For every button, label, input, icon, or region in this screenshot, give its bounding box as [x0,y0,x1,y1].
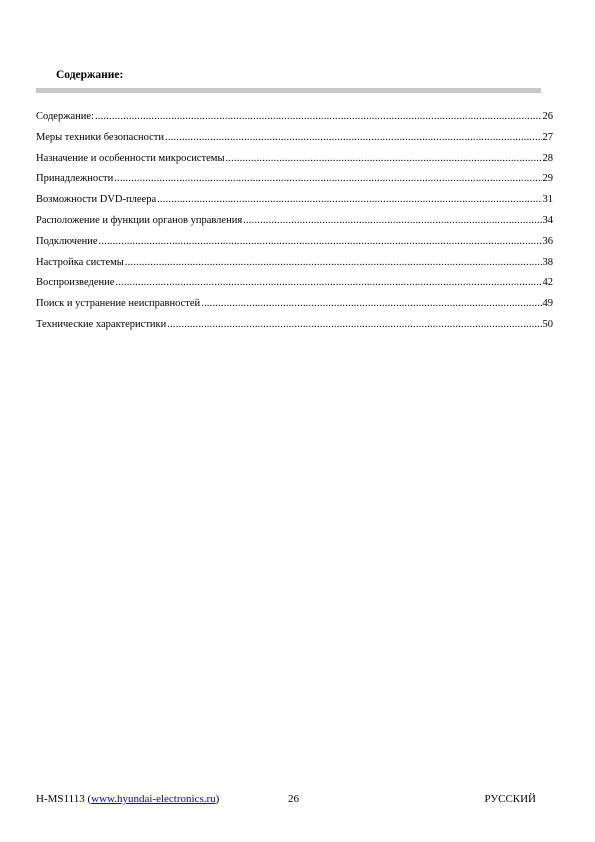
footer-language: РУССКИЙ [484,793,536,805]
toc-entry[interactable] [36,193,553,214]
toc-dot-leader [95,110,542,124]
footer-page-number: 26 [288,793,299,805]
toc-entry-page: 26 [542,111,553,122]
toc-entry[interactable] [36,297,553,318]
toc-entry-label: Настройка системы [36,256,124,268]
toc-dot-leader [157,193,541,207]
footer-paren-close: ) [215,793,220,805]
toc-entry[interactable] [36,235,553,256]
toc-entry-page: 27 [542,131,553,143]
page-footer [36,792,536,806]
toc-dot-leader [115,276,541,290]
toc-entry-page: 38 [542,256,553,268]
toc-dot-leader [201,297,541,311]
footer-paren-open: ( [84,793,92,805]
toc-dot-leader [226,152,542,166]
toc-entry-label: Принадлежности [36,173,114,185]
toc-entry[interactable] [36,214,553,235]
toc-entry-page: 50 [542,318,553,330]
toc-entry-label: Поиск и устранение неисправностей [36,298,201,310]
toc-entry[interactable] [36,256,553,277]
toc-entry-page: 49 [542,298,553,310]
footer-model-info [36,792,219,806]
toc-entry[interactable] [36,110,553,131]
footer-website-link[interactable]: www.hyundai-electronics.ru [91,793,216,805]
toc-entry-label: Воспроизведение [36,277,115,289]
page-title: Содержание: [56,69,124,81]
toc-entry[interactable] [36,318,553,339]
toc-dot-leader [243,214,541,228]
toc-entry-page: 31 [542,194,553,206]
toc-entry[interactable] [36,276,553,297]
toc-dot-leader [99,235,542,249]
toc-entry[interactable] [36,152,553,173]
toc-dot-leader [167,318,541,332]
footer-model: H-MS1113 [36,793,85,805]
header-divider [36,88,541,93]
toc-dot-leader [114,172,541,186]
toc-entry-page: 29 [542,173,553,185]
toc-entry-label: Подключение [36,235,98,247]
toc-entry-label: Содержание: [36,111,94,122]
toc-entry-label: Меры техники безопасности [36,131,164,143]
toc-entry-page: 28 [542,152,553,164]
toc-entry-page: 34 [542,214,553,226]
toc-dot-leader [125,256,542,270]
toc-dot-leader [165,131,542,145]
table-of-contents [36,110,553,339]
toc-entry-label: Технические характеристики [36,318,167,330]
toc-entry-page: 42 [542,277,553,289]
toc-entry-page: 36 [542,235,553,247]
toc-entry-label: Расположение и функции органов управления [36,214,243,226]
toc-entry[interactable] [36,172,553,193]
toc-entry[interactable] [36,131,553,152]
toc-entry-label: Назначение и особенности микросистемы [36,152,225,164]
toc-entry-label: Возможности DVD-плеера [36,194,157,206]
